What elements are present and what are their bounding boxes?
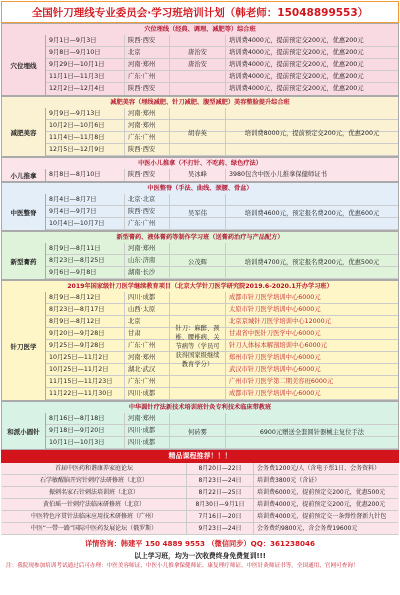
- section-acupoint-embedding: [1, 23, 399, 96]
- course-fee: 太原市针刀医学培训中心6000元: [225, 304, 398, 315]
- section-heading: 中华圆针疗法新技术培训班针灸专利技术临床带教班: [128, 404, 272, 411]
- course-city: 湖北·武汉: [124, 364, 170, 375]
- table-row: [2, 463, 398, 475]
- section-slimming-beauty: [1, 96, 399, 157]
- section-round-needle: [1, 401, 399, 450]
- course-date: 9月1日—9月3日: [49, 37, 97, 44]
- course-label: 小儿推拿: [2, 169, 46, 181]
- course-date: 11月22日—11月30日: [49, 390, 113, 397]
- course-date: 10月25日—11月2日: [49, 354, 109, 361]
- course-city: 广东·广州: [124, 340, 170, 351]
- course-label: 和派小圆针: [2, 413, 46, 449]
- course-date: 9月6日—9月8日: [49, 269, 97, 276]
- page-title: 全国针刀理线专业委员会·学习班培训计划（韩老师：15048899553）: [1, 1, 399, 23]
- course-city: 湖南·长沙: [124, 267, 170, 278]
- course-date: 9月4日—9月7日: [49, 208, 97, 215]
- course-date: 12月5日—12月9日: [49, 146, 105, 153]
- course-date: 12月2日—12月4日: [49, 85, 105, 92]
- course-fee: 培训费4000元，提前预定交200元，优惠200元: [225, 59, 398, 70]
- course-city: 陕西·西安: [124, 169, 170, 181]
- course-label: 减肥美容: [2, 108, 46, 156]
- course-name: 振刺名家石针刺法培训班（北京）: [48, 489, 139, 496]
- course-date: 7月16日—20日: [186, 511, 254, 522]
- table-row: [46, 47, 398, 59]
- table-row: [2, 475, 398, 487]
- course-date: 11月15日—11月23日: [49, 378, 113, 385]
- course-city: 四川·成都: [124, 425, 170, 436]
- course-fee: 甘肃省中医针刀医学中心6000元: [225, 328, 398, 339]
- course-date: 10月2日—10月6日: [49, 122, 105, 129]
- course-city: 山西·太原: [124, 304, 170, 315]
- course-date: 8月8日—8月10日: [49, 171, 101, 178]
- course-date: 8月20日—22日: [186, 463, 254, 474]
- course-date: 11月1日—11月3日: [49, 73, 105, 80]
- course-city: 四川·成都: [124, 292, 170, 303]
- table-row: [46, 83, 398, 95]
- course-teacher: 何砖雾: [188, 428, 207, 436]
- section-heading: 穴位埋线（经典、调理、减肥等）综合班: [144, 26, 256, 33]
- course-date: 9月18日—9月20日: [49, 427, 105, 434]
- course-fee: 武汉市针刀医学培训中心6000元: [225, 364, 398, 375]
- course-fee: 6900元赠送全套圆针器械主复位手法: [225, 413, 398, 449]
- course-fee: 培训费4000元，提前预定交一条弹性督新九针包: [257, 513, 387, 520]
- section-heading: 中医小儿推拿（不打针、不吃药、绿色疗法）: [138, 160, 262, 167]
- section-heading: 减肥美容（埋线减肥、针刀减肥、腹型减肥）美容整脸提升综合班: [110, 99, 290, 106]
- course-fee: 会务费1200元/人（含电子票1日、会务资料）: [257, 465, 381, 472]
- course-city: 广东·广州: [124, 132, 170, 143]
- course-city: 河南·郑州: [124, 243, 170, 254]
- course-fee: 培训费4600元，预定报名费200元，优惠600元: [225, 194, 398, 230]
- course-label: 中医整脊: [2, 194, 46, 230]
- course-name: 中医“一带一路”国际中医药发展论坛（俄罗斯）: [30, 525, 158, 532]
- course-city: 陕西·西安: [124, 83, 170, 95]
- course-name: 中医特色序贯针法临床应用技术研修班（广州）: [30, 513, 157, 520]
- course-fee: 会务费约9800元，含会务费19600元: [257, 525, 358, 532]
- course-fee: 培训费4000元，提前预定交200元，优惠200元: [257, 501, 386, 508]
- course-date: 8月9日—8月11日: [49, 245, 101, 252]
- course-date: 8月30日—9月1日: [186, 499, 254, 510]
- course-city: 北京·北京: [124, 194, 170, 205]
- course-city: 北京: [124, 47, 170, 58]
- course-name: 首届中医药和谐康养家庭论坛: [54, 465, 133, 472]
- table-row: [2, 511, 398, 523]
- course-teacher: [170, 83, 225, 95]
- course-fee: 成都市针刀医学培训中心6000元: [225, 388, 398, 399]
- course-fee: 成都市针刀医学培训中心6000元: [225, 292, 398, 303]
- course-city: 河南·郑州: [124, 352, 170, 363]
- course-teacher: 唐治安: [188, 61, 207, 68]
- course-teacher: [170, 35, 225, 46]
- course-date: 9月8日—9月10日: [49, 49, 101, 56]
- course-fee: 培训费4000元，提前预定交200元，优惠200元: [225, 47, 398, 58]
- table-row: [2, 499, 398, 511]
- course-date: 8月4日—8月7日: [49, 196, 97, 203]
- notice-line: 以上学习班，均为一次收费终身免费复训!!!: [134, 552, 266, 560]
- contact-line: 详情咨询：韩建平 150 4889 9553 （微信同步）QQ：361238046: [84, 539, 316, 548]
- table-row: [46, 71, 398, 83]
- course-city: 陕西·西安: [124, 144, 170, 155]
- course-fee: 培训费4000元，提前预定交200元，优惠200元: [225, 35, 398, 46]
- course-city: 广东·广州: [124, 218, 170, 229]
- course-date: 8月9日—8月12日: [49, 294, 101, 301]
- course-city: 四川·成都: [124, 388, 170, 399]
- course-date: 8月23日—8月17日: [49, 306, 105, 313]
- course-fee: 培训费8000元，提前预定交200元，优惠200元: [225, 108, 398, 156]
- course-city: 北京: [124, 316, 170, 327]
- course-date: 9月29日—10月1日: [49, 61, 105, 68]
- course-city: 河南·郑州: [124, 413, 170, 424]
- course-city: 广东·广州: [124, 71, 170, 82]
- course-label: 穴位埋线: [2, 35, 46, 95]
- course-date: 10月25日—11月2日: [49, 366, 109, 373]
- course-teacher: 胡春英: [188, 129, 207, 137]
- promo-banner: 精品课程推荐！！！: [1, 450, 399, 463]
- course-city: 甘肃: [124, 328, 170, 339]
- course-name: 石学敏醒脑开窍针刺疗法研修班（北京）: [39, 477, 148, 484]
- course-fee: 培训费4000元，提前预定交200元，优惠200元: [225, 83, 398, 95]
- course-date: 9月9日—9月13日: [49, 110, 101, 117]
- course-fee: 3980包含中医小儿推拿保健师证书: [225, 169, 398, 181]
- section-heading: 中医整脊（手法、曲线、颈腰、骨盆）: [147, 185, 253, 192]
- table-row: [46, 169, 398, 181]
- course-date: 8月22日—25日: [186, 487, 254, 498]
- section-child-massage: [1, 157, 399, 182]
- section-spine-therapy: [1, 182, 399, 231]
- course-date: 10月1日—10月3日: [49, 439, 105, 446]
- course-city: 山东·济南: [124, 255, 170, 266]
- course-teacher: 吴军伟: [188, 209, 207, 217]
- course-label: 针刀医学: [2, 292, 46, 400]
- course-fee: 北京京城针刀医学培训中心12000元: [225, 316, 398, 327]
- table-row: [46, 35, 398, 47]
- course-city: 陕西·西安: [124, 206, 170, 217]
- course-teacher: [170, 71, 225, 82]
- course-city: 河南·郑州: [124, 59, 170, 70]
- section-plaster: [1, 231, 399, 280]
- course-city: 河南·郑州: [124, 120, 170, 131]
- section-heading: 新型膏药、液体膏药等制作学习班（送膏药治疗与产品配方）: [116, 234, 284, 241]
- course-date: 10月4日—10月7日: [49, 220, 105, 227]
- course-fee: 培训费4700元，预定报名费200元，优惠500元: [225, 243, 398, 279]
- course-date: 8月9日—8月12日: [49, 318, 101, 325]
- table-row: [2, 487, 398, 499]
- course-city: 广东·广州: [124, 376, 170, 387]
- course-fee: 针刀人体标本解剖培训中心6000元: [225, 340, 398, 351]
- course-label: 新型膏药: [2, 243, 46, 279]
- course-teacher: 唐治安: [188, 49, 207, 56]
- footnote: 注：我院现参加培训考试通过后可办理：中医美容师证、中医小儿推拿保健师证、康复理疗师证、中医针灸师证书等。全国通用，官网可查询！: [6, 563, 359, 569]
- course-date: 9月23日—24日: [186, 523, 254, 534]
- course-teacher: 公茂辉: [188, 258, 207, 266]
- course-teacher: 吴冰峰: [188, 171, 207, 178]
- course-city: 四川·成都: [124, 437, 170, 448]
- course-fee: 培训费4000元，提前预定交200元，优惠200元: [225, 71, 398, 82]
- course-teacher: 针刀：麻醉、颈椎、腰椎病、关节病等（学员可获得国家级继续教育学分）: [175, 324, 220, 368]
- course-date: 9月25日—9月28日: [49, 342, 105, 349]
- course-name: 黄伯瑶一针刺疗法临床研修班（北京）: [42, 501, 145, 508]
- course-date: 8月16日—8月18日: [49, 415, 105, 422]
- section-acupotomy: [1, 280, 399, 401]
- course-date: 9月20日—9月28日: [49, 330, 105, 337]
- course-city: 河南·郑州: [124, 108, 170, 119]
- course-date: 8月23日—24日: [186, 475, 254, 486]
- section-heading: 2019年国家级针刀医学继续教育项目（北京大学针刀医学研究院2019.6-2020.1开办学习班）: [67, 283, 333, 290]
- course-date: 8月23日—8月25日: [49, 257, 105, 264]
- course-city: 陕西·西安: [124, 35, 170, 46]
- table-row: [46, 59, 398, 71]
- course-date: 11月4日—11月8日: [49, 134, 105, 141]
- course-fee: 广州市针刀医学第二期美容班6000元: [225, 376, 398, 387]
- course-fee: 郑州市针刀医学培训中心6000元: [225, 352, 398, 363]
- course-fee: 培训费3800元（含证）: [257, 477, 321, 484]
- table-row: [2, 523, 398, 535]
- course-fee: 培训费6000元，提前预定交200元，优惠500元: [257, 489, 386, 496]
- featured-courses: [1, 463, 399, 535]
